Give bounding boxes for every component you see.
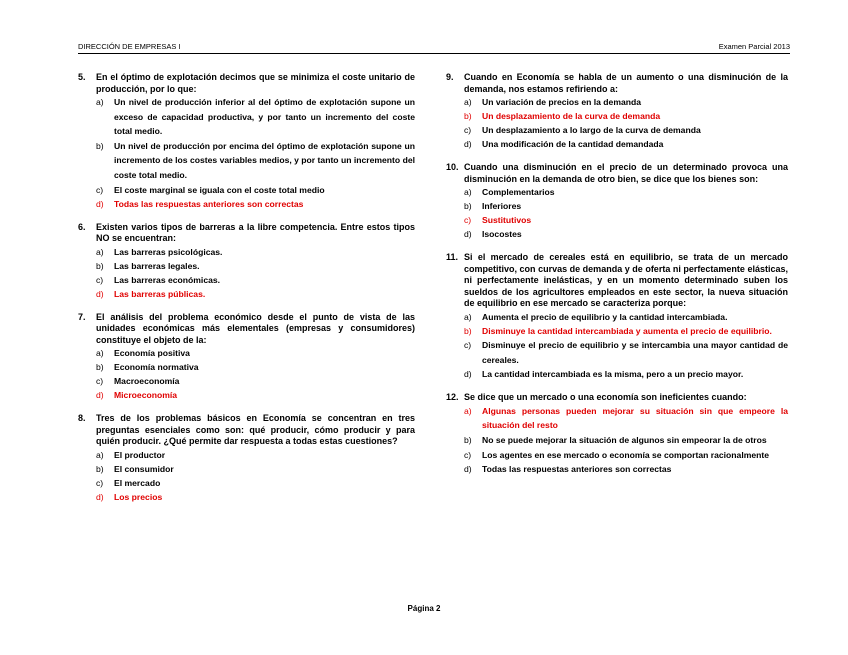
option-text: Macroeconomía bbox=[114, 376, 180, 387]
option-text: Disminuye el precio de equilibrio y se intercambia una mayor cantidad de cereales. bbox=[482, 340, 788, 365]
answer-option bbox=[78, 388, 415, 402]
answer-option bbox=[446, 227, 788, 241]
question-number: 9. bbox=[446, 72, 454, 82]
question-text: Se dice que un mercado o una economía son ineficientes cuando: bbox=[464, 392, 747, 403]
option-letter: b) bbox=[96, 362, 104, 373]
question bbox=[446, 392, 788, 476]
answer-option bbox=[78, 476, 415, 490]
option-text: Complementarios bbox=[482, 187, 555, 197]
option-text: Economía normativa bbox=[114, 362, 199, 373]
question-number: 8. bbox=[78, 413, 86, 424]
question-text: Tres de los problemas básicos en Economía se concentran en tres preguntas esenciales como son: qué producir, cómo producir y para quién producir. ¿Qué permite dar respuesta a todas estas cuestiones? bbox=[96, 413, 415, 447]
question-number: 10. bbox=[446, 162, 459, 172]
answer-option bbox=[78, 448, 415, 462]
question-text: Cuando en Economía se habla de un aumento o una disminución de la demanda, nos estamos refiriendo a: bbox=[464, 72, 788, 94]
left-column bbox=[78, 72, 415, 515]
answer-option bbox=[446, 137, 788, 151]
option-text: Una modificación de la cantidad demandada bbox=[482, 139, 664, 149]
option-text: Isocostes bbox=[482, 229, 522, 239]
question-text: Existen varios tipos de barreras a la libre competencia. Entre estos tipos NO se encuentran: bbox=[96, 221, 415, 244]
option-letter: b) bbox=[96, 260, 104, 271]
question-number: 6. bbox=[78, 221, 86, 232]
option-letter: b) bbox=[464, 201, 472, 211]
question-stem bbox=[78, 312, 415, 347]
answer-option bbox=[78, 273, 415, 287]
header-exam-title: Examen Parcial 2013 bbox=[718, 42, 790, 51]
answer-option bbox=[446, 404, 788, 433]
answer-option bbox=[446, 123, 788, 137]
option-text: Algunas personas pueden mejorar su situación sin que empeore la situación del resto bbox=[482, 405, 788, 431]
option-letter: a) bbox=[96, 97, 104, 107]
option-letter: a) bbox=[464, 187, 472, 197]
option-letter: d) bbox=[464, 139, 472, 149]
option-text: Las barreras legales. bbox=[114, 260, 200, 271]
question bbox=[446, 72, 788, 151]
option-text: No se puede mejorar la situación de algunos sin empeorar la de otros bbox=[482, 434, 767, 445]
option-text: Las barreras económicas. bbox=[114, 274, 221, 285]
answer-option bbox=[78, 245, 415, 259]
option-text: Las barreras públicas. bbox=[114, 288, 206, 299]
option-letter: d) bbox=[96, 491, 104, 502]
answer-option bbox=[78, 183, 415, 197]
option-text: El consumidor bbox=[114, 463, 174, 474]
option-text: Inferiores bbox=[482, 201, 522, 211]
option-text: Economía positiva bbox=[114, 348, 190, 359]
option-text: Un desplazamiento de la curva de demanda bbox=[482, 111, 661, 121]
option-text: Un variación de precios en la demanda bbox=[482, 97, 642, 107]
question-number: 12. bbox=[446, 392, 459, 403]
option-text: Un desplazamiento a lo largo de la curva de demanda bbox=[482, 125, 701, 135]
answer-option bbox=[446, 199, 788, 213]
option-letter: b) bbox=[464, 111, 472, 121]
question bbox=[78, 72, 415, 211]
question bbox=[78, 413, 415, 504]
answer-option bbox=[78, 139, 415, 183]
option-letter: c) bbox=[464, 340, 472, 351]
option-letter: c) bbox=[464, 125, 472, 135]
answer-option bbox=[78, 197, 415, 211]
answer-option bbox=[446, 367, 788, 381]
option-text: Sustitutivos bbox=[482, 215, 532, 225]
question-stem bbox=[446, 252, 788, 310]
answer-option bbox=[446, 338, 788, 367]
option-letter: b) bbox=[464, 434, 472, 445]
option-letter: b) bbox=[464, 325, 472, 336]
option-letter: c) bbox=[464, 215, 472, 225]
answer-option bbox=[78, 346, 415, 360]
option-letter: b) bbox=[96, 140, 104, 151]
option-text: Un nivel de producción por encima del óptimo de explotación supone un incremento de los costes variables medios, y por tanto un incremento del coste total medio. bbox=[114, 140, 415, 180]
option-letter: c) bbox=[464, 449, 472, 460]
question-number: 5. bbox=[78, 72, 86, 82]
question-stem bbox=[78, 72, 415, 95]
answer-option bbox=[446, 213, 788, 227]
option-text: Un nivel de producción inferior al del óptimo de explotación supone un exceso de capacidad productiva, y por tanto un incremento del coste total medio. bbox=[114, 97, 415, 137]
answer-option bbox=[446, 448, 788, 463]
option-letter: c) bbox=[96, 477, 104, 488]
option-letter: d) bbox=[96, 198, 104, 209]
question-stem bbox=[446, 162, 788, 185]
option-letter: b) bbox=[96, 463, 104, 474]
question-text: En el óptimo de explotación decimos que se minimiza el coste unitario de producción, por lo que: bbox=[96, 72, 415, 94]
page-number: Página 2 bbox=[407, 604, 441, 613]
option-letter: a) bbox=[96, 246, 104, 257]
answer-option bbox=[446, 95, 788, 109]
question-stem bbox=[78, 222, 415, 245]
question-number: 7. bbox=[78, 311, 86, 322]
answer-option bbox=[78, 259, 415, 273]
question-number: 11. bbox=[446, 252, 459, 262]
option-text: Disminuye la cantidad intercambiada y aumenta el precio de equilibrio. bbox=[482, 325, 772, 336]
page-header bbox=[78, 42, 790, 54]
option-text: Los precios bbox=[114, 491, 163, 502]
answer-option bbox=[446, 185, 788, 199]
answer-option bbox=[446, 109, 788, 123]
question-stem bbox=[78, 413, 415, 448]
option-letter: a) bbox=[464, 97, 472, 107]
option-letter: a) bbox=[464, 405, 472, 416]
option-letter: c) bbox=[96, 376, 104, 387]
option-letter: a) bbox=[96, 348, 104, 359]
answer-option bbox=[78, 374, 415, 388]
option-letter: c) bbox=[96, 274, 104, 285]
answer-option bbox=[78, 360, 415, 374]
answer-option bbox=[446, 462, 788, 476]
answer-option bbox=[446, 324, 788, 339]
header-course-title: DIRECCIÓN DE EMPRESAS I bbox=[78, 42, 181, 51]
question-stem bbox=[446, 392, 788, 404]
answer-option bbox=[78, 462, 415, 476]
option-text: Todas las respuestas anteriores son correctas bbox=[114, 198, 304, 209]
option-letter: d) bbox=[464, 369, 472, 380]
question bbox=[446, 252, 788, 381]
question bbox=[446, 162, 788, 241]
question bbox=[78, 312, 415, 403]
right-column bbox=[446, 72, 788, 487]
option-letter: c) bbox=[96, 184, 104, 195]
question bbox=[78, 222, 415, 301]
answer-option bbox=[78, 287, 415, 301]
answer-option bbox=[446, 310, 788, 324]
option-text: El productor bbox=[114, 449, 166, 460]
option-letter: a) bbox=[96, 449, 104, 460]
option-letter: d) bbox=[464, 229, 472, 239]
option-letter: d) bbox=[464, 464, 472, 475]
option-text: El coste marginal se iguala con el coste total medio bbox=[114, 184, 325, 195]
question-stem bbox=[446, 72, 788, 95]
option-text: Todas las respuestas anteriores son correctas bbox=[482, 464, 672, 475]
question-text: Cuando una disminución en el precio de un determinado provoca una disminución en la demanda de otro bien, se dice que los bienes son: bbox=[464, 162, 788, 184]
option-letter: d) bbox=[96, 288, 104, 299]
option-text: Los agentes en ese mercado o economía se comportan racionalmente bbox=[482, 449, 770, 460]
question-text: El análisis del problema económico desde el punto de vista de las unidades económicas más elementales (empresas y consumidores) constituye el objeto de la: bbox=[96, 311, 415, 345]
option-text: Microeconomía bbox=[114, 390, 178, 401]
answer-option bbox=[446, 433, 788, 448]
option-text: La cantidad intercambiada es la misma, pero a un precio mayor. bbox=[482, 369, 744, 380]
option-letter: d) bbox=[96, 390, 104, 401]
option-text: Las barreras psicológicas. bbox=[114, 246, 223, 257]
option-text: Aumenta el precio de equilibrio y la cantidad intercambiada. bbox=[482, 311, 728, 322]
option-letter: a) bbox=[464, 311, 472, 322]
question-text: Si el mercado de cereales está en equilibrio, se trata de un mercado competitivo, con curvas de demanda y de oferta ni perfectamente elásticas, ni perfectamente inelásticas, y en un momento determinado suben los sueldos de los agricultores empleados en este sector, la nueva situación de equilibrio en ese mercado se caracteriza porque: bbox=[464, 252, 788, 308]
answer-option bbox=[78, 95, 415, 139]
answer-option bbox=[78, 490, 415, 504]
option-text: El mercado bbox=[114, 477, 161, 488]
